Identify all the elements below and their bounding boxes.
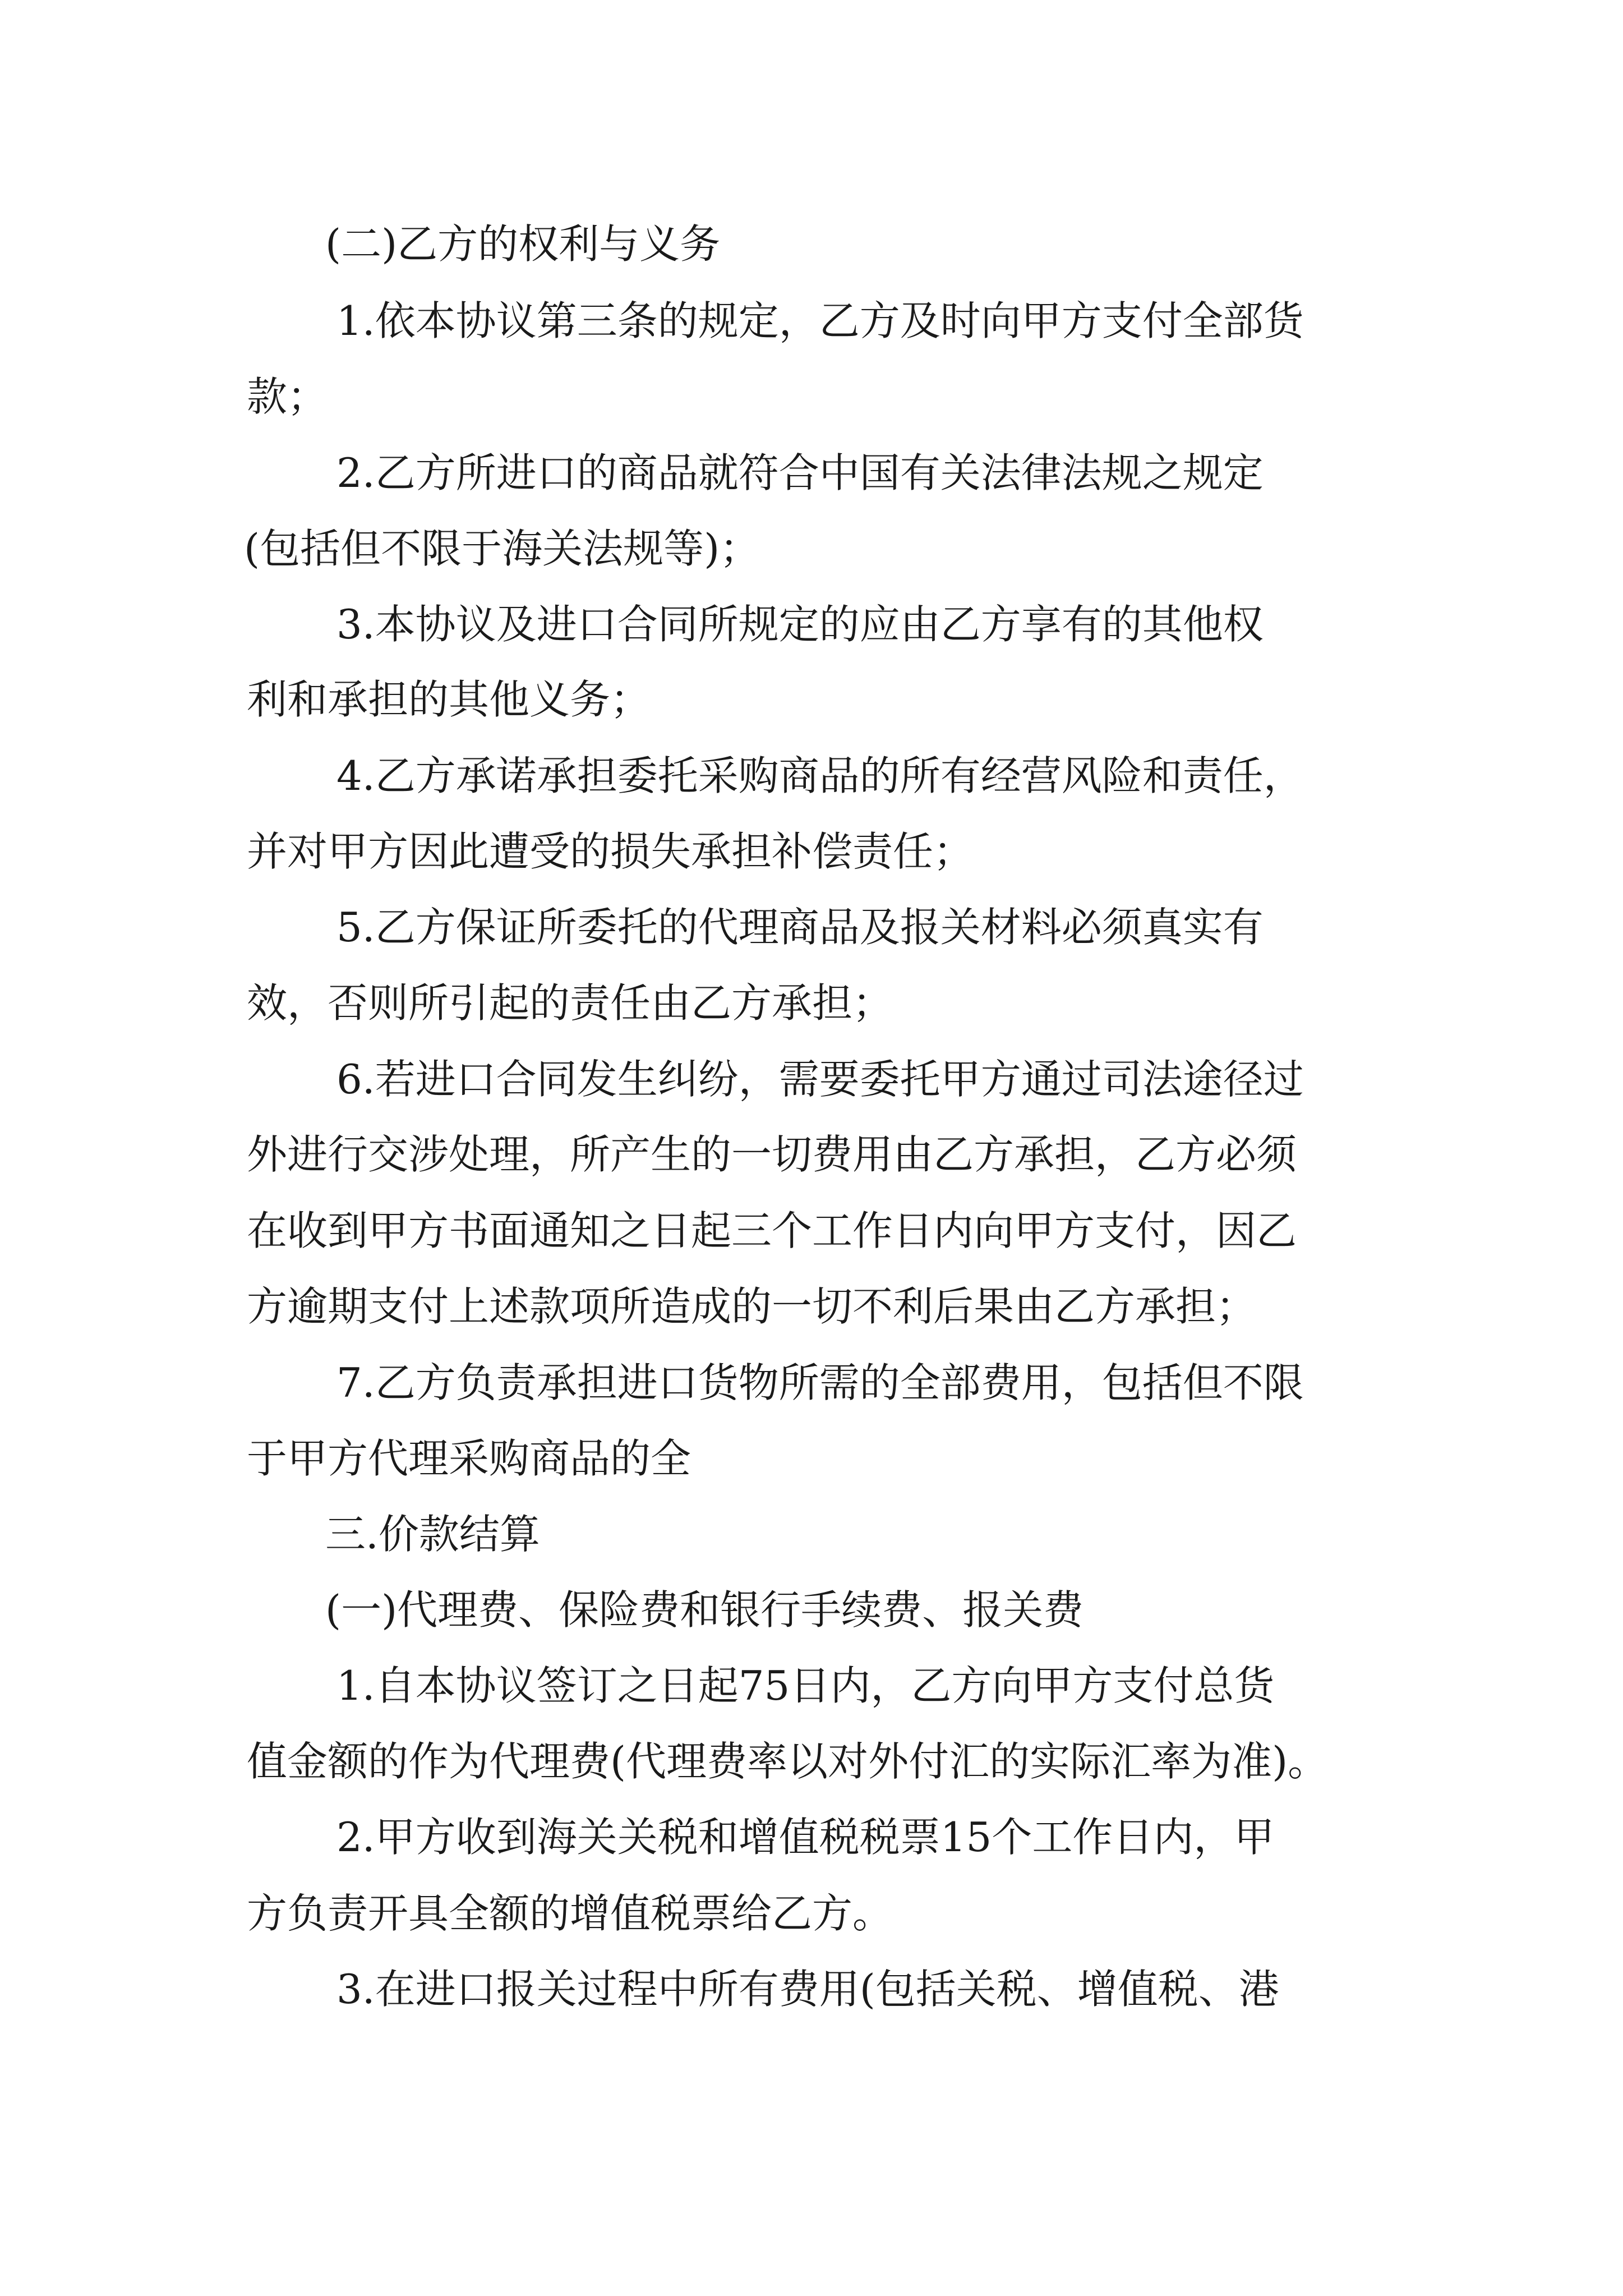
paragraph-line: (包括但不限于海关法规等)； [244, 525, 760, 572]
paragraph-line: 方负责开具全额的增值税票给乙方。 [247, 1890, 893, 1937]
paragraph-line: 2.乙方所进口的商品就符合中国有关法律法规之规定 [336, 449, 1264, 496]
paragraph-line: 利和承担的其他义务； [247, 676, 651, 723]
paragraph-line: 1.自本协议签订之日起75日内，乙方向甲方支付总货 [336, 1662, 1275, 1709]
paragraph-line: 在收到甲方书面通知之日起三个工作日内向甲方支付，因乙 [247, 1207, 1297, 1254]
paragraph-line: 1.依本协议第三条的规定，乙方及时向甲方支付全部货 [336, 297, 1304, 344]
paragraph-line: 方逾期支付上述款项所造成的一切不利后果由乙方承担； [247, 1283, 1257, 1330]
section-heading: (一)代理费、保险费和银行手续费、报关费 [325, 1586, 1084, 1634]
paragraph-line: 4.乙方承诺承担委托采购商品的所有经营风险和责任， [336, 752, 1304, 799]
paragraph-line: 值金额的作为代理费(代理费率以对外付汇的实际汇率为准)。 [247, 1738, 1329, 1785]
paragraph-line: 外进行交涉处理，所产生的一切费用由乙方承担，乙方必须 [247, 1131, 1297, 1178]
paragraph-line: 2.甲方收到海关关税和增值税税票15个工作日内，甲 [336, 1814, 1275, 1861]
paragraph-line: 3.在进口报关过程中所有费用(包括关税、增值税、港 [336, 1966, 1279, 2013]
paragraph-line: 3.本协议及进口合同所规定的应由乙方享有的其他权 [336, 601, 1264, 648]
paragraph-line: 5.乙方保证所委托的代理商品及报关材料必须真实有 [336, 904, 1264, 951]
paragraph-line: 于甲方代理采购商品的全 [247, 1435, 691, 1482]
paragraph-line: 款； [247, 373, 328, 420]
paragraph-line: 6.若进口合同发生纠纷，需要委托甲方通过司法途径过 [336, 1056, 1304, 1103]
paragraph-line: 效，否则所引起的责任由乙方承担； [247, 979, 893, 1027]
section-heading: 三.价款结算 [325, 1511, 540, 1558]
paragraph-line: 并对甲方因此遭受的损失承担补偿责任； [247, 828, 974, 875]
paragraph-line: 7.乙方负责承担进口货物所需的全部费用，包括但不限 [336, 1359, 1304, 1406]
section-heading: (二)乙方的权利与义务 [325, 220, 721, 268]
